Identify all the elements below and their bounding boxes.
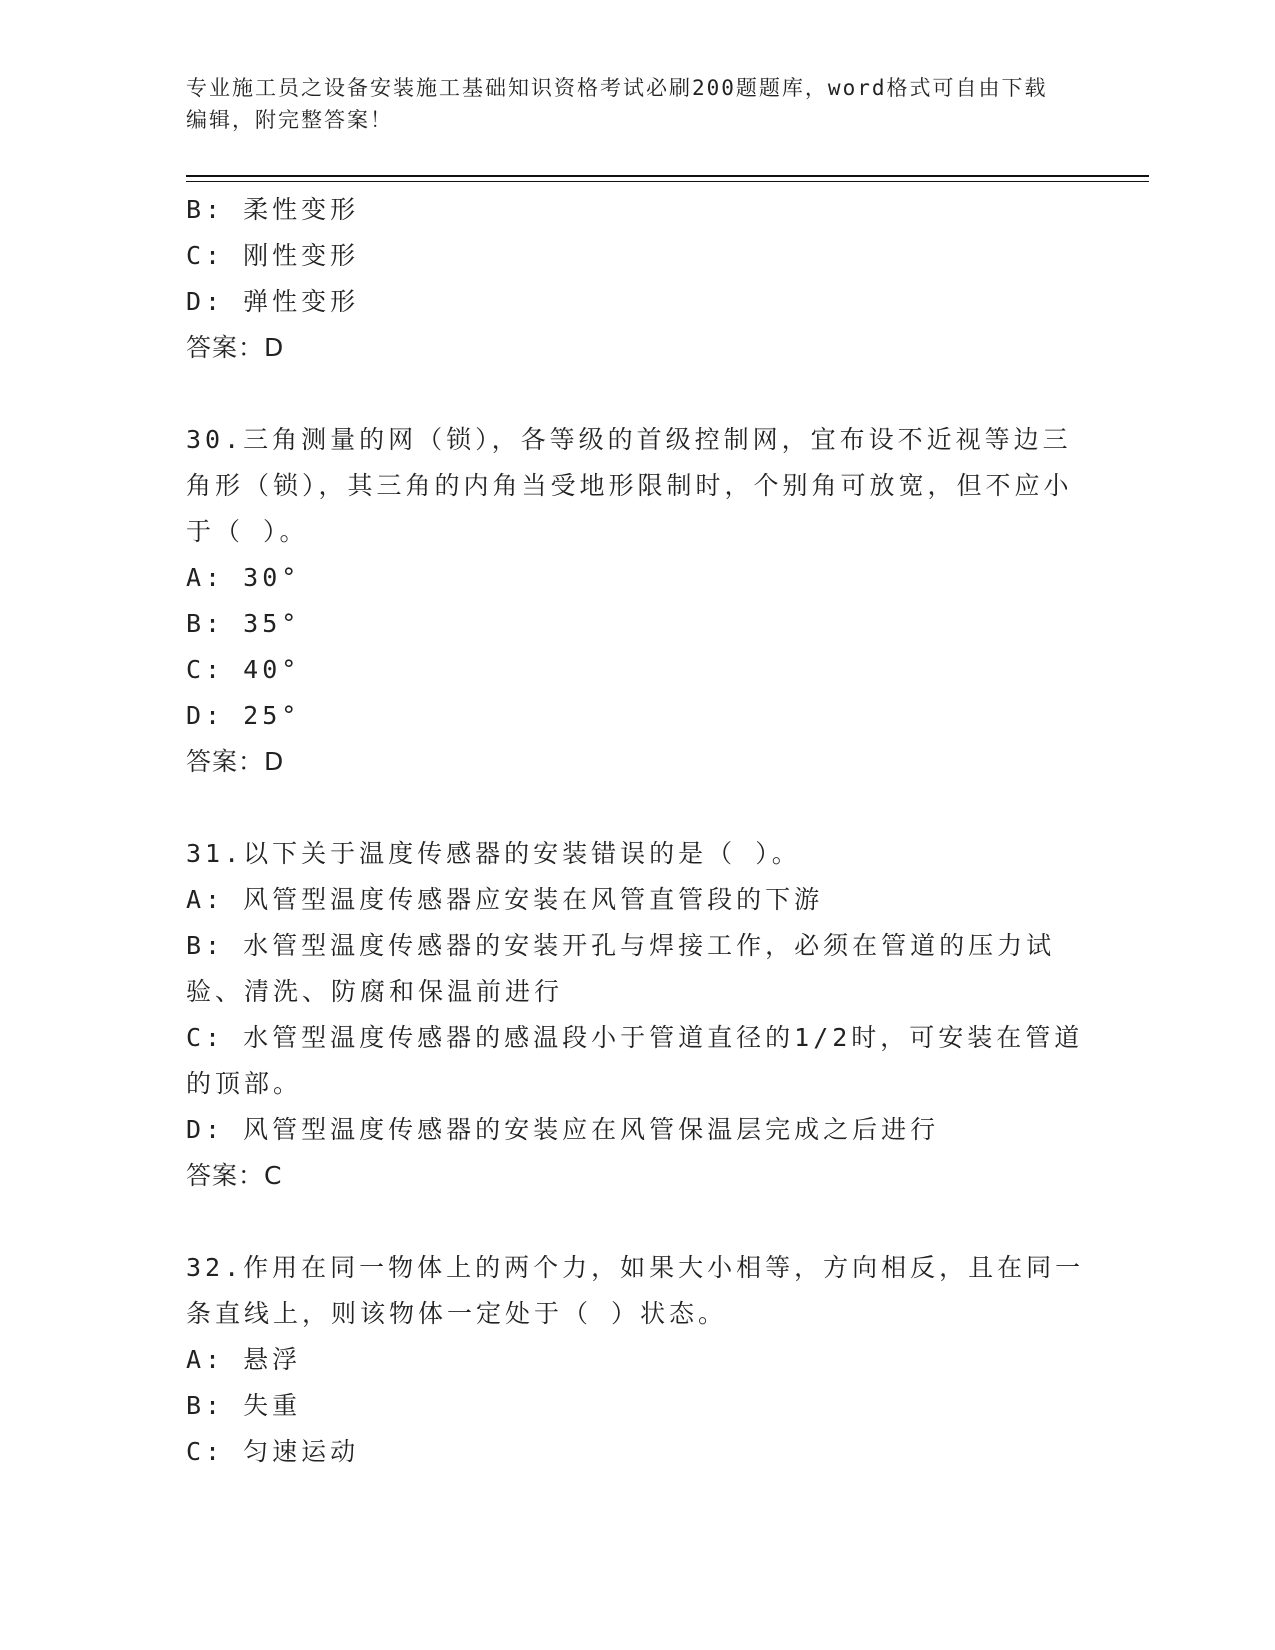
document-header bbox=[186, 72, 1066, 136]
question-32-block bbox=[186, 1245, 1086, 1475]
option-c: C: 刚性变形 bbox=[186, 241, 360, 270]
question-30-block bbox=[186, 417, 1086, 785]
option-a: A: 悬浮 bbox=[186, 1345, 302, 1374]
spacer bbox=[186, 371, 1086, 417]
option-d: D: 25° bbox=[186, 701, 301, 730]
option-c: C: 水管型温度传感器的感温段小于管道直径的1/2时，可安装在管道的顶部。 bbox=[186, 1023, 1084, 1098]
answer-line: 答案：D bbox=[186, 333, 285, 362]
previous-question-block bbox=[186, 187, 1086, 371]
answer-line: 答案：C bbox=[186, 1161, 283, 1190]
option-b: B: 失重 bbox=[186, 1391, 302, 1420]
header-title: 专业施工员之设备安装施工基础知识资格考试必刷200题题库，word格式可自由下载编辑，附完整答案！ bbox=[186, 76, 1048, 132]
question-31-block bbox=[186, 831, 1086, 1199]
spacer bbox=[186, 1199, 1086, 1245]
option-d: D: 弹性变形 bbox=[186, 287, 360, 316]
document-body bbox=[186, 187, 1086, 1475]
option-d: D: 风管型温度传感器的安装应在风管保温层完成之后进行 bbox=[186, 1115, 940, 1144]
question-stem: 31.以下关于温度传感器的安装错误的是（ ）。 bbox=[186, 839, 801, 868]
option-b: B: 水管型温度传感器的安装开孔与焊接工作，必须在管道的压力试验、清洗、防腐和保温前进行 bbox=[186, 931, 1056, 1006]
option-c: C: 40° bbox=[186, 655, 301, 684]
header-divider-thick bbox=[186, 175, 1149, 177]
option-a: A: 风管型温度传感器应安装在风管直管段的下游 bbox=[186, 885, 824, 914]
option-a: A: 30° bbox=[186, 563, 301, 592]
option-b: B: 35° bbox=[186, 609, 301, 638]
answer-line: 答案：D bbox=[186, 747, 285, 776]
option-c: C: 匀速运动 bbox=[186, 1437, 360, 1466]
spacer bbox=[186, 785, 1086, 831]
question-stem: 32.作用在同一物体上的两个力，如果大小相等，方向相反，且在同一条直线上，则该物体一定处于（ ）状态。 bbox=[186, 1253, 1085, 1328]
option-b: B: 柔性变形 bbox=[186, 195, 360, 224]
header-divider-thin bbox=[186, 181, 1149, 182]
question-stem: 30.三角测量的网（锁），各等级的首级控制网，宜布设不近视等边三角形（锁），其三角的内角当受地形限制时，个别角可放宽，但不应小于（ ）。 bbox=[186, 425, 1073, 546]
